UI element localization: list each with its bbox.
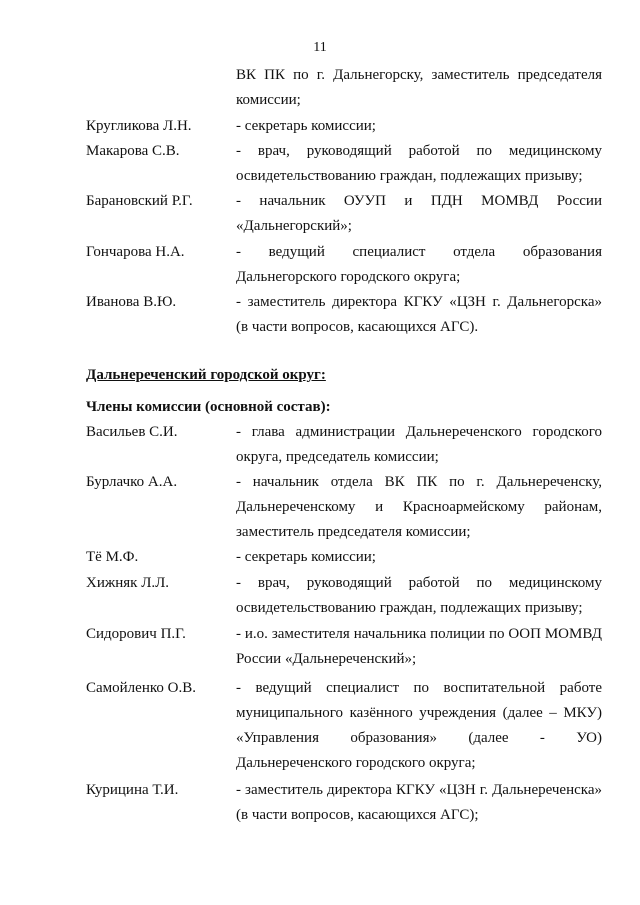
member-name: Сидорович П.Г. <box>86 626 186 642</box>
member-role: Дальнереченскому и Красноармейскому районам, <box>236 499 602 515</box>
member-name: Бурлачко А.А. <box>86 474 178 490</box>
member-role: Дальнереченского городского округа; <box>236 755 476 771</box>
member-name: Хижняк Л.Л. <box>86 575 170 591</box>
member-role: - начальник ОУУП и ПДН МОМВД России <box>236 193 602 209</box>
member-name: Васильев С.И. <box>86 424 178 440</box>
member-role: заместитель председателя комиссии; <box>236 524 471 540</box>
member-role: - и.о. заместителя начальника полиции по ООП МОМВД <box>236 626 602 642</box>
member-role: - начальник отдела ВК ПК по г. Дальнереченску, <box>236 474 602 490</box>
member-role: освидетельствованию граждан, подлежащих призыву; <box>236 168 583 184</box>
member-name: Иванова В.Ю. <box>86 294 177 310</box>
member-name: Курицина Т.И. <box>86 782 179 798</box>
member-role: муниципального казённого учреждения (далее – МКУ) <box>236 705 602 721</box>
continuation-line: ВК ПК по г. Дальнегорску, заместитель председателя <box>236 67 602 83</box>
page-number: 11 <box>313 40 327 55</box>
member-name: Гончарова Н.А. <box>86 244 185 260</box>
member-role: освидетельствованию граждан, подлежащих призыву; <box>236 600 583 616</box>
member-role: Дальнегорского городского округа; <box>236 269 461 285</box>
member-role: «Дальнегорский»; <box>236 218 352 234</box>
member-name: Тё М.Ф. <box>86 549 139 565</box>
member-role: (в части вопросов, касающихся АГС). <box>236 319 479 335</box>
section-title: Дальнереченский городской округ: <box>86 367 326 383</box>
member-role: - заместитель директора КГКУ «ЦЗН г. Дальнегорска» <box>236 294 602 310</box>
member-name: Кругликова Л.Н. <box>86 118 192 134</box>
member-name: Самойленко О.В. <box>86 680 196 696</box>
member-role: (в части вопросов, касающихся АГС); <box>236 807 479 823</box>
member-role: - ведущий специалист по воспитательной работе <box>236 680 602 696</box>
member-name: Макарова С.В. <box>86 143 180 159</box>
member-role: - глава администрации Дальнереченского городского <box>236 424 602 440</box>
member-role: - секретарь комиссии; <box>236 549 376 565</box>
continuation-line: комиссии; <box>236 92 301 108</box>
subsection-title: Члены комиссии (основной состав): <box>86 399 331 415</box>
member-role: - врач, руководящий работой по медицинскому <box>236 575 602 591</box>
member-role: России «Дальнереченский»; <box>236 651 417 667</box>
member-role: - секретарь комиссии; <box>236 118 376 134</box>
member-role: - врач, руководящий работой по медицинскому <box>236 143 602 159</box>
member-role: округа, председатель комиссии; <box>236 449 439 465</box>
member-role: - ведущий специалист отдела образования <box>236 244 602 260</box>
member-name: Барановский Р.Г. <box>86 193 193 209</box>
member-role: «Управления образования» (далее - УО) <box>236 730 602 746</box>
member-role: - заместитель директора КГКУ «ЦЗН г. Дальнереченска» <box>236 782 602 798</box>
